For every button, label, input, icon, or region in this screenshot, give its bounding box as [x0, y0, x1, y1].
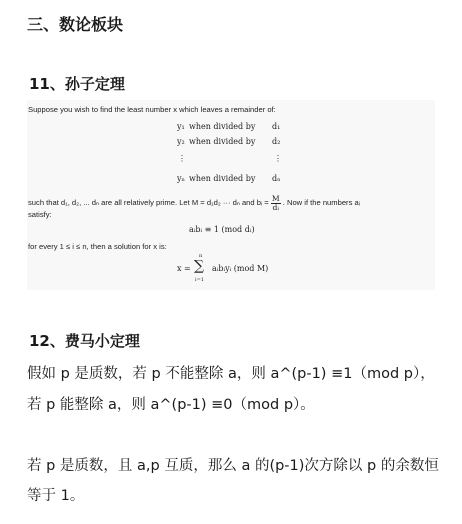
remainder-y1: y₁	[177, 122, 185, 131]
remainder-yn: yₙ	[177, 174, 185, 183]
satisfy-text: satisfy:	[28, 210, 52, 219]
fermat-line-3: 若 p 是质数，且 a,p 互质，那么 a 的(p-1)次方除以 p 的余数恒	[27, 458, 439, 474]
sum-lower-limit: i=1	[195, 277, 204, 283]
sun-theorem-heading: 11、孙子定理	[29, 75, 125, 93]
for-every-text: for every 1 ≤ i ≤ n, then a solution for x is:	[28, 242, 167, 251]
sum-sign: ∑	[194, 258, 204, 274]
when-divided-n: when divided by	[189, 174, 256, 183]
relatively-prime-text: such that d₁, d₂, ... dₙ are all relatively prime. Let M = d₁d₂ ··· dₙ and bᵢ = $\frac{M}{\text{dᵢ}}$ . Now if the numbers aᵢ	[28, 194, 360, 212]
congruence-equation: aᵢbᵢ ≡ 1 (mod dᵢ)	[189, 225, 255, 234]
M-over-di-fraction: $\frac{M}{\text{dᵢ}}$	[271, 194, 280, 212]
section-title: 三、数论板块	[27, 15, 124, 34]
vdots-right: ⋮	[274, 154, 282, 163]
sum-upper-limit: n	[199, 253, 203, 259]
divisor-d1: d₁	[272, 122, 281, 131]
divisor-dn: dₙ	[272, 174, 281, 183]
fermat-line-2: 若 p 能整除 a，则 a^(p-1) ≡0（mod p）。	[27, 397, 315, 413]
solution-lhs: x =	[177, 264, 191, 273]
snippet-intro: Suppose you wish to find the least number x which leaves a remainder of:	[28, 105, 276, 114]
solution-rhs: aᵢbᵢyᵢ (mod M)	[212, 264, 269, 273]
fermat-line-1: 假如 p 是质数，若 p 不能整除 a，则 a^(p-1) ≡1（mod p），	[27, 366, 435, 382]
fermat-line-4: 等于 1。	[27, 488, 85, 504]
fermat-theorem-heading: 12、费马小定理	[29, 332, 140, 350]
when-divided-1: when divided by	[189, 122, 256, 131]
divisor-d2: d₂	[272, 137, 281, 146]
when-divided-2: when divided by	[189, 137, 256, 146]
crt-snippet	[27, 100, 435, 290]
vdots-left: ⋮	[178, 154, 186, 163]
remainder-y2: y₂	[177, 137, 185, 146]
